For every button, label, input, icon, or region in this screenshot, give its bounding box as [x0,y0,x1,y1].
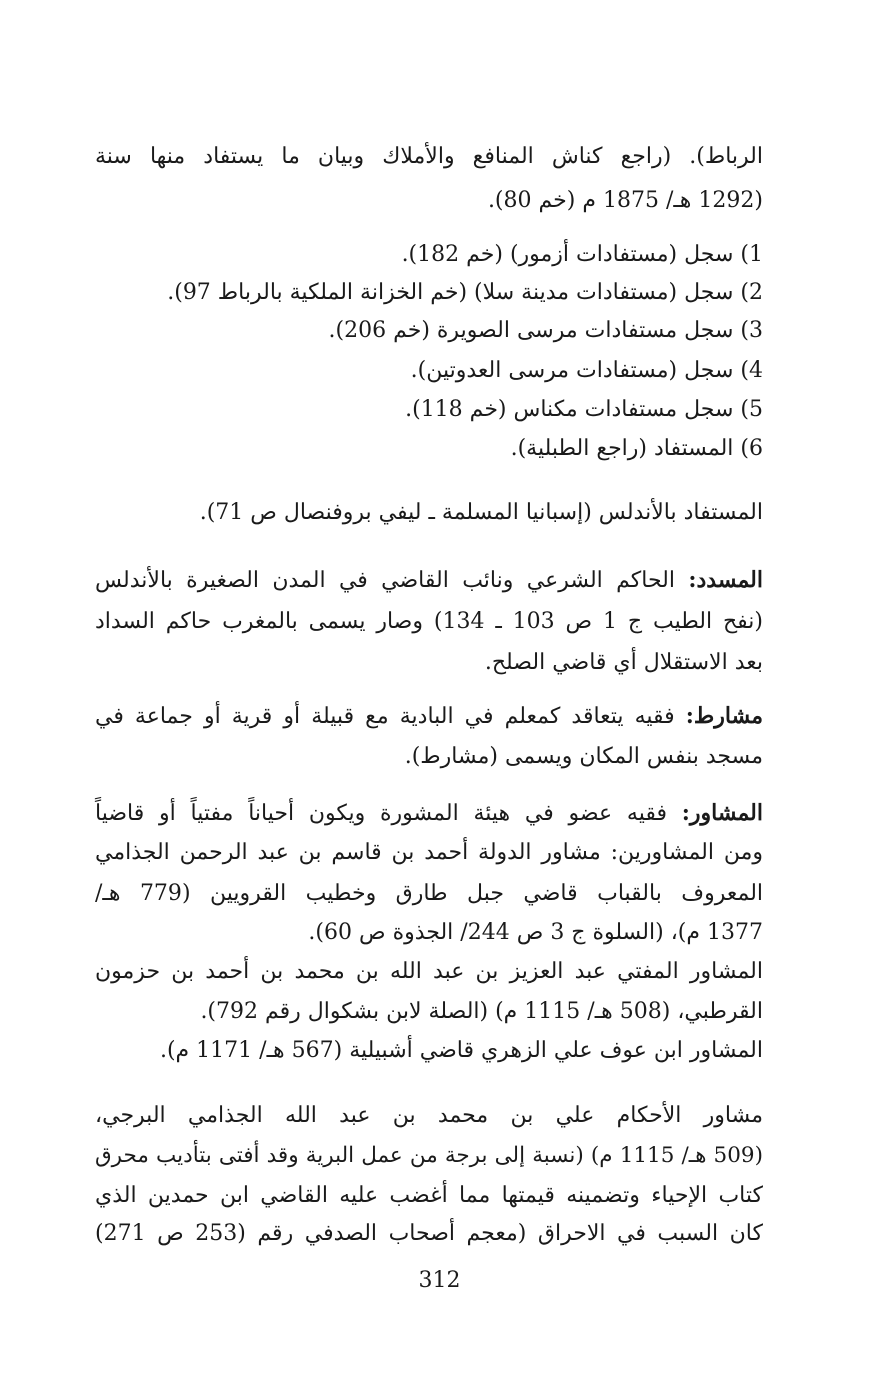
text-line: مسجد بنفس المكان ويسمى (مشارط). [404,744,763,769]
text-line: المستفاد بالأندلس (إسبانيا المسلمة ـ ليفي بروفنصال ص 71). [199,500,763,525]
list-item: 1) سجل (مستفادات أزمور) (خم 182). [401,242,763,267]
text-line: المشاور ابن عوف علي الزهري قاضي أشبيلية (567 هـ/ 1171 م). [159,1038,763,1063]
text-line: مشاور الأحكام علي بن محمد بن عبد الله الجذامي البرجي، [95,1103,764,1128]
text-line: كتاب الإحياء وتضمينه قيمتها مما أغضب عليه القاضي ابن حمدين الذي [95,1183,763,1208]
text-line: بعد الاستقلال أي قاضي الصلح. [484,650,763,675]
text-line: المشاور المفتي عبد العزيز بن عبد الله بن محمد بن أحمد بن حزمون [95,959,763,984]
text-line: (509 هـ/ 1115 م) (نسبة إلى برجة من عمل البرية وقد أفتى بتأديب محرق [95,1143,763,1168]
list-item: 6) المستفاد (راجع الطبلية). [510,436,763,461]
text-line: (نفح الطيب ج 1 ص 103 ـ 134) وصار يسمى بالمغرب حاكم السداد [95,609,763,634]
list-item: 2) سجل (مستفادات مدينة سلا) (خم الخزانة الملكية بالرباط 97). [167,280,763,305]
entry-term: المسدد: [688,567,763,593]
text-line: ومن المشاورين: مشاور الدولة أحمد بن قاسم بن عبد الرحمن الجذامي [95,840,763,865]
text-line: الرباط). (راجع كناش المنافع والأملاك وبيان ما يستفاد منها سنة [95,144,763,169]
entry-musaddad: المسدد: الحاكم الشرعي ونائب القاضي في المدن الصغيرة بالأندلس [95,567,763,593]
list-item: 4) سجل (مستفادات مرسى العدوتين). [410,358,763,383]
text-line: كان السبب في الاحراق (معجم أصحاب الصدفي رقم (253 ص 271) [95,1221,763,1246]
entry-musharit: مشارط: فقيه يتعاقد كمعلم في البادية مع قبيلة أو قرية أو جماعة في [95,703,763,729]
text-line: 1377 م)، (السلوة ج 3 ص 244/ الجذوة ص 60). [308,920,763,945]
text-line: (1292 هـ/ 1875 م (خم 80). [487,188,763,213]
entry-term: مشارط: [685,703,763,729]
page-number: 312 [418,1268,461,1293]
text-line: القرطبي، (508 هـ/ 1115 م) (الصلة لابن بشكوال رقم 792). [200,999,763,1024]
list-item: 5) سجل مستفادات مكناس (خم 118). [405,397,763,422]
entry-mushawir: المشاور: فقيه عضو في هيئة المشورة ويكون أحياناً مفتياً أو قاضياً [95,800,763,826]
text-line: المعروف بالقباب قاضي جبل طارق وخطيب القرويين (779 هـ/ [95,881,764,906]
entry-term: المشاور: [681,800,763,826]
list-item: 3) سجل مستفادات مرسى الصويرة (خم 206). [328,318,763,343]
